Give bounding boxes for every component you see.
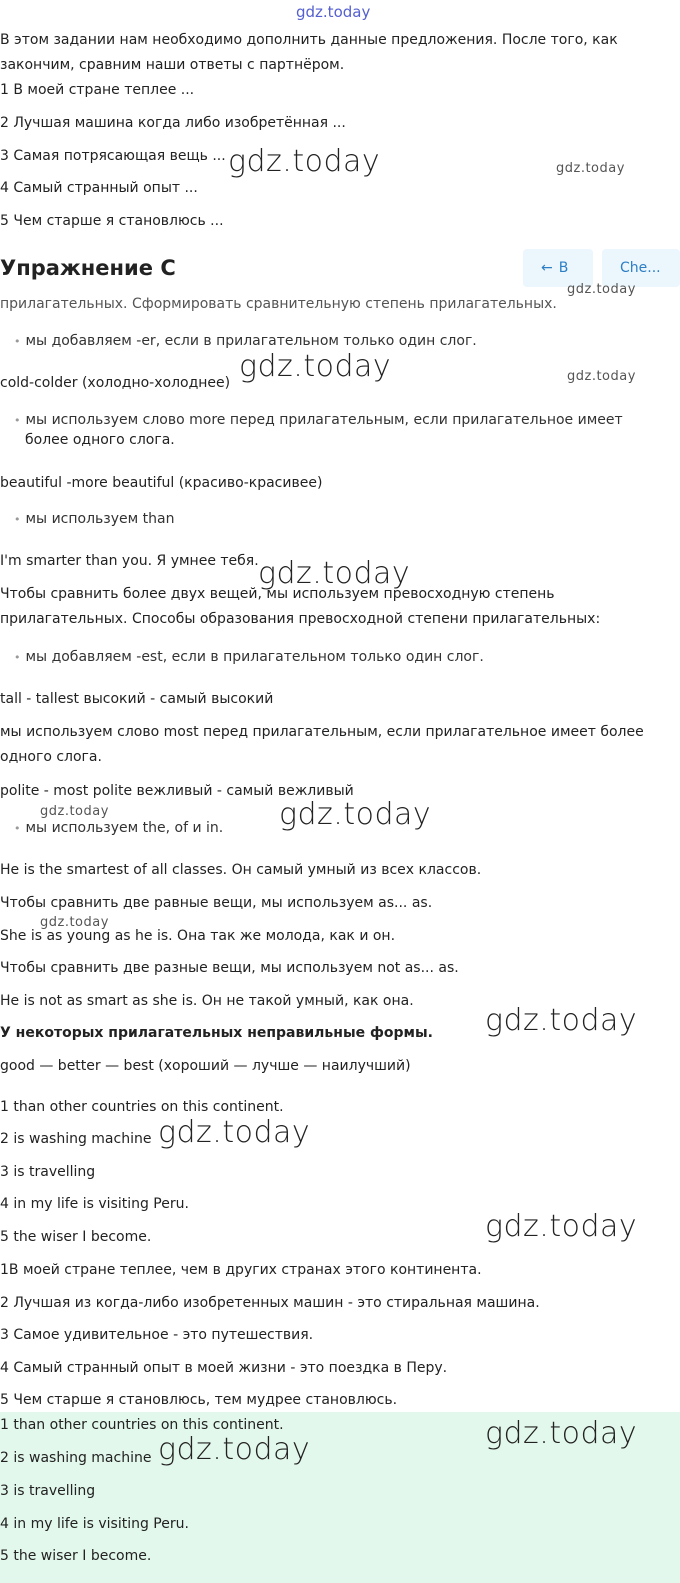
example-line: good — better — best (хороший — лучше — наилучший) [0,1058,411,1074]
watermark: gdz.today [485,1209,638,1244]
watermark: gdz.today [279,797,432,832]
arrow-left-icon: ← [541,260,553,276]
intro-item: 2 Лучшая машина когда либо изобретённая ... [0,115,346,131]
example-line: beautiful -more beautiful (красиво-красивее) [0,475,323,491]
translation-line: 2 Лучшая из когда-либо изобретенных машин - это стиральная машина. [0,1295,540,1311]
rule-bullet: • мы используем than [14,507,174,532]
answer-line: 5 the wiser I become. [0,1229,152,1245]
intro-item: 5 Чем старше я становлюсь ... [0,213,224,229]
translation-line: 1В моей стране теплее, чем в других странах этого континента. [0,1262,482,1278]
intro-item: 1 В моей стране теплее ... [0,82,195,98]
translation-line: 4 Самый странный опыт в моей жизни - это поездка в Перу. [0,1360,448,1376]
translation-line: 3 Самое удивительное - это путешествия. [0,1327,314,1343]
exercise-title: Упражнение C [0,256,176,280]
intro-text: В этом задании нам необходимо дополнить данные предложения. После того, как [0,32,618,48]
paragraph-bold: У некоторых прилагательных неправильные формы. [0,1025,433,1041]
answer-line: 1 than other countries on this continent. [0,1099,284,1115]
watermark: gdz.today [258,556,411,591]
answer-line: 3 is travelling [0,1164,96,1180]
watermark: gdz.today [239,349,392,384]
intro-item: 4 Самый странный опыт ... [0,180,198,196]
watermark: gdz.today [485,1416,638,1451]
answer-line: 4 in my life is visiting Peru. [0,1196,189,1212]
answer-line: 5 the wiser I become. [0,1548,152,1564]
rule-bullet: • мы добавляем -er, если в прилагательном только один слог. [14,329,477,354]
intro-text: закончим, сравним наши ответы с партнёром. [0,57,345,73]
watermark: gdz.today [228,144,381,179]
rule-bullet-continued: более одного слога. [25,432,175,448]
watermark: gdz.today [40,804,109,819]
paragraph: прилагательных. Способы образования превосходной степени прилагательных: [0,611,601,627]
watermark: gdz.today [567,369,636,384]
example-line: I'm smarter than you. Я умнее тебя. [0,553,259,569]
paragraph: одного слога. [0,749,102,765]
paragraph: Чтобы сравнить более двух вещей, мы используем превосходную степень [0,586,555,602]
answer-line: 4 in my life is visiting Peru. [0,1516,189,1532]
answer-line: 2 is washing machine [0,1131,152,1147]
example-line: polite - most polite вежливый - самый вежливый [0,783,354,799]
watermark: gdz.today [158,1115,311,1150]
answer-line: 1 than other countries on this continent. [0,1417,284,1433]
prev-exercise-label: B [558,260,569,276]
rule-bullet: • мы используем слово more перед прилагательным, если прилагательное имеет [14,408,623,433]
answer-line: 2 is washing machine [0,1450,152,1466]
rule-bullet: • мы используем the, of и in. [14,816,223,841]
intro-item: 3 Самая потрясающая вещь ... [0,148,226,164]
rule-bullet: • мы добавляем -est, если в прилагательном только один слог. [14,645,484,670]
paragraph: Чтобы сравнить две разные вещи, мы используем not as... as. [0,960,459,976]
paragraph: мы используем слово most перед прилагательным, если прилагательное имеет более [0,724,644,740]
example-line: He is the smartest of all classes. Он самый умный из всех классов. [0,862,482,878]
paragraph: Чтобы сравнить две равные вещи, мы используем as... as. [0,895,433,911]
section-divider [0,1088,680,1094]
watermark-top: gdz.today [296,3,371,21]
watermark: gdz.today [567,282,636,297]
translation-line: 5 Чем старше я становлюсь, тем мудрее становлюсь. [0,1392,398,1408]
example-line: cold-colder (холодно-холоднее) [0,375,231,391]
example-line: He is not as smart as she is. Он не такой умный, как она. [0,993,414,1009]
watermark: gdz.today [158,1432,311,1467]
example-line: tall - tallest высокий - самый высокий [0,691,274,707]
example-line: She is as young as he is. Она так же молода, как и он. [0,928,396,944]
answer-line: 3 is travelling [0,1483,96,1499]
watermark: gdz.today [40,915,109,930]
cut-off-line: прилагательных. Сформировать сравнительную степень прилагательных. [0,296,557,312]
watermark: gdz.today [556,161,625,176]
watermark: gdz.today [485,1003,638,1038]
next-exercise-label: Che... [620,260,661,276]
